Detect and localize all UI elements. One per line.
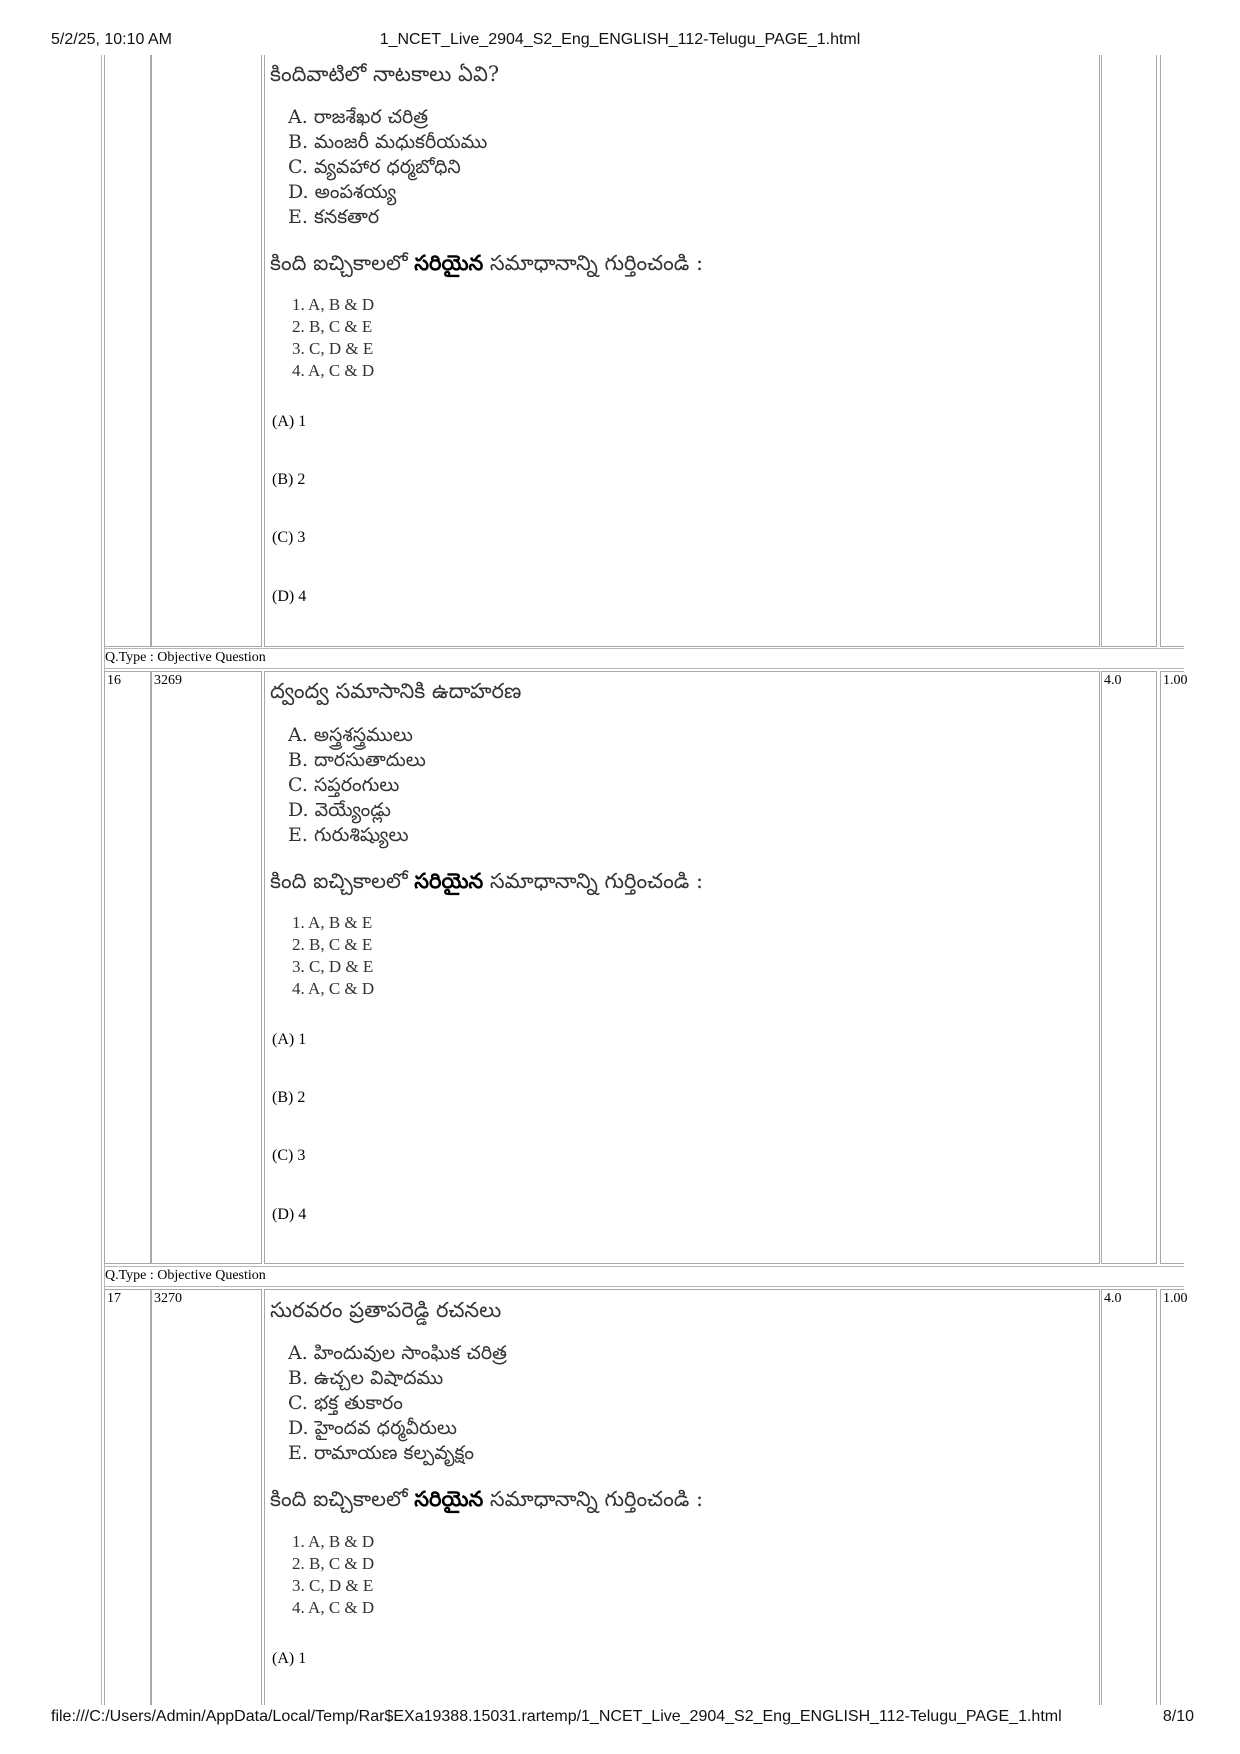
- q16-answer-d: (D) 4: [272, 1206, 307, 1223]
- q17-option-e: E. రామాయణ కల్పవృక్షం: [288, 1442, 475, 1464]
- q17-instruction: కింది ఐచ్చికాలలో సరియైన సమాధానాన్ని గుర్తించండి :: [270, 1486, 704, 1511]
- q16-question-text: ద్వంద్వ సమాసానికి ఉదాహరణ: [270, 679, 522, 703]
- q15-number-cell: [104, 55, 151, 647]
- q15-answer-c: (C) 3: [272, 529, 306, 546]
- q15-option-list: [288, 105, 487, 230]
- q15-negative-cell: [1160, 55, 1184, 647]
- q16-option-b: B. దారసుతాదులు: [288, 749, 426, 771]
- q16-choice-list: [292, 912, 374, 1000]
- q17-choice-4: 4. A, C & D: [292, 1598, 375, 1617]
- q15-choice-3: 3. C, D & E: [292, 339, 374, 358]
- qtype-divider-16b: [104, 668, 1184, 669]
- q16-option-a: A. అస్త్రశస్త్రములు: [288, 724, 413, 746]
- q15-choice-2: 2. B, C & E: [292, 317, 373, 336]
- print-title: 1_NCET_Live_2904_S2_Eng_ENGLISH_112-Telugu_PAGE_1.html: [379, 31, 861, 48]
- q16-choice-2: 2. B, C & E: [292, 935, 373, 954]
- q15-option-b: B. మంజరీ మధుకరీయము: [288, 131, 488, 153]
- q17-id: 3270: [154, 1291, 182, 1306]
- q17-type-label: Q.Type : Objective Question: [105, 1268, 266, 1283]
- q17-option-d: D. హైందవ ధర్మవీరులు: [288, 1417, 457, 1439]
- q16-option-e: E. గురుశిష్యులు: [288, 824, 409, 846]
- q15-answer-d: (D) 4: [272, 588, 307, 605]
- q15-option-a: A. రాజశేఖర చరిత్ర: [288, 106, 429, 128]
- print-datetime: 5/2/25, 10:10 AM: [51, 31, 172, 48]
- q17-answer-a: (A) 1: [272, 1650, 307, 1667]
- q16-negative-cell: [1160, 671, 1188, 1264]
- q16-answer-c: (C) 3: [272, 1147, 306, 1164]
- q16-negative-marks: 1.00: [1163, 673, 1188, 688]
- q17-negative-marks: 1.00: [1163, 1291, 1188, 1306]
- q15-answer-a: (A) 1: [272, 413, 307, 430]
- qtype-divider-17b: [104, 1286, 1184, 1287]
- q15-instruction: కింది ఐచ్చికాలలో సరియైన సమాధానాన్ని గుర్తించండి :: [270, 250, 704, 275]
- q16-id-cell: [151, 671, 262, 1264]
- q16-option-c: C. సప్తరంగులు: [288, 774, 400, 796]
- q16-number-cell: [104, 671, 151, 1264]
- q15-option-d: D. అంపశయ్య: [288, 181, 397, 203]
- q16-choice-1: 1. A, B & E: [292, 913, 373, 932]
- q15-option-e: E. కనకతార: [288, 206, 380, 228]
- q17-number: 17: [107, 1291, 121, 1306]
- q16-id: 3269: [154, 673, 182, 688]
- q17-negative-cell: [1160, 1289, 1188, 1705]
- q17-question-text: సురవరం ప్రతాపరెడ్డి రచనలు: [270, 1298, 502, 1322]
- q17-marks: 4.0: [1104, 1291, 1122, 1306]
- q15-id-cell: [151, 55, 262, 647]
- q17-id-cell: [151, 1289, 262, 1705]
- q17-marks-cell: [1101, 1289, 1157, 1705]
- q16-answer-b: (B) 2: [272, 1089, 306, 1106]
- q16-option-list: [288, 723, 426, 848]
- q16-choice-4: 4. A, C & D: [292, 979, 375, 998]
- print-page-number: 8/10: [1162, 1708, 1194, 1725]
- q17-number-cell: [104, 1289, 151, 1705]
- q17-option-list: [288, 1341, 507, 1466]
- q15-choice-4: 4. A, C & D: [292, 361, 375, 380]
- q17-choice-2: 2. B, C & D: [292, 1554, 375, 1573]
- q16-instruction: కింది ఐచ్చికాలలో సరియైన సమాధానాన్ని గుర్తించండి :: [270, 868, 704, 893]
- q17-option-b: B. ఉచ్చల విషాదము: [288, 1367, 444, 1389]
- q15-answer-b: (B) 2: [272, 471, 306, 488]
- q15-choice-list: [292, 294, 374, 382]
- q15-option-c: C. వ్యవహార ధర్మబోధిని: [288, 156, 461, 178]
- qtype-divider-16: [104, 648, 1184, 649]
- q16-number: 16: [107, 673, 121, 688]
- q16-answer-a: (A) 1: [272, 1031, 307, 1048]
- q16-type-label: Q.Type : Objective Question: [105, 650, 266, 665]
- q16-marks: 4.0: [1104, 673, 1122, 688]
- q17-option-a: A. హిందువుల సాంఘిక చరిత్ర: [288, 1342, 507, 1364]
- print-file-path: file:///C:/Users/Admin/AppData/Local/Temp/Rar$EXa19388.15031.rartemp/1_NCET_Live_2904_S2_Eng_ENGLISH_112-Telugu_PAGE_1.html: [51, 1708, 1062, 1725]
- q17-choice-list: [292, 1531, 374, 1619]
- q15-choice-1: 1. A, B & D: [292, 295, 375, 314]
- q17-choice-3: 3. C, D & E: [292, 1576, 374, 1595]
- qtype-divider-17: [104, 1266, 1184, 1267]
- q17-choice-1: 1. A, B & D: [292, 1532, 375, 1551]
- q15-question-text: కిందివాటిలో నాటకాలు ఏవి?: [270, 62, 500, 86]
- q16-marks-cell: [1101, 671, 1157, 1264]
- table-left-border: [101, 55, 102, 1705]
- q16-option-d: D. వెయ్యేండ్లు: [288, 799, 391, 821]
- q16-choice-3: 3. C, D & E: [292, 957, 374, 976]
- q17-option-c: C. భక్త తుకారం: [288, 1392, 403, 1414]
- q15-marks-cell: [1101, 55, 1157, 647]
